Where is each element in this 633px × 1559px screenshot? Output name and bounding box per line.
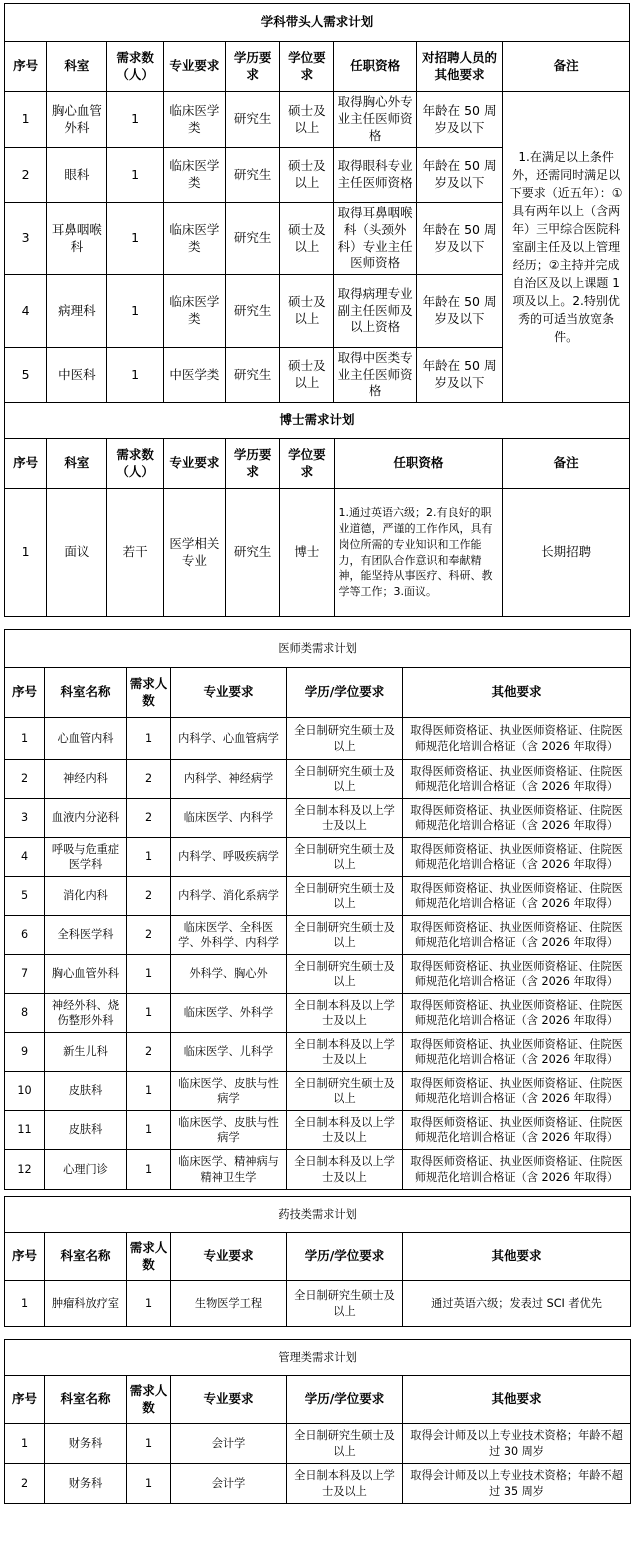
col-header: 学历/学位要求	[287, 668, 403, 718]
cell-degree: 硕士及以上	[280, 92, 334, 148]
cell-no: 10	[5, 1072, 45, 1111]
cell-dept: 肿瘤科放疗室	[45, 1281, 127, 1327]
cell-num: 2	[127, 1033, 171, 1072]
col-header: 专业要求	[163, 439, 225, 489]
cell-dept: 神经外科、烧伤整形外科	[45, 994, 127, 1033]
col-header: 需求人数	[127, 1233, 171, 1281]
cell-other: 取得医师资格证、执业医师资格证、住院医师规范化培训合格证（含 2026 年取得）	[403, 994, 631, 1033]
physicians-title: 医师类需求计划	[5, 630, 631, 668]
cell-major: 外科学、胸心外	[171, 955, 287, 994]
cell-no: 4	[5, 838, 45, 877]
cell-num: 2	[127, 877, 171, 916]
col-header: 任职资格	[334, 42, 416, 92]
physicians-header-row	[5, 668, 631, 718]
management-title: 管理类需求计划	[5, 1340, 631, 1376]
cell-num: 1	[107, 148, 163, 203]
cell-edu: 全日制研究生硕士及以上	[287, 718, 403, 760]
col-header: 学历/学位要求	[287, 1233, 403, 1281]
col-header: 备注	[503, 42, 630, 92]
col-header: 学历/学位要求	[287, 1376, 403, 1424]
cell-num: 1	[127, 1424, 171, 1464]
cell-edu: 全日制本科及以上学士及以上	[287, 1464, 403, 1504]
col-header: 专业要求	[171, 1233, 287, 1281]
cell-dept: 心理门诊	[45, 1150, 127, 1190]
cell-qual: 取得中医类专业主任医师资格	[334, 348, 416, 403]
leaders-table	[4, 3, 630, 403]
table-row	[5, 799, 631, 838]
pharmacy-tech-table	[4, 1196, 631, 1327]
table-row	[5, 1111, 631, 1150]
cell-other: 年龄在 50 周岁及以下	[416, 148, 502, 203]
cell-edu: 全日制本科及以上学士及以上	[287, 1111, 403, 1150]
cell-dept: 眼科	[47, 148, 107, 203]
cell-major: 中医学类	[163, 348, 225, 403]
cell-dept: 消化内科	[45, 877, 127, 916]
cell-no: 2	[5, 148, 47, 203]
cell-qual: 取得耳鼻咽喉科（头颈外科）专业主任医师资格	[334, 203, 416, 275]
col-header: 序号	[5, 1376, 45, 1424]
cell-num: 1	[127, 838, 171, 877]
col-header: 需求人数	[127, 1376, 171, 1424]
cell-no: 7	[5, 955, 45, 994]
cell-major: 临床医学类	[163, 92, 225, 148]
cell-other: 取得医师资格证、执业医师资格证、住院医师规范化培训合格证（含 2026 年取得）	[403, 1111, 631, 1150]
cell-other: 取得医师资格证、执业医师资格证、住院医师规范化培训合格证（含 2026 年取得）	[403, 1033, 631, 1072]
cell-num: 1	[127, 1072, 171, 1111]
pharmacy-tech-header-row	[5, 1233, 631, 1281]
cell-num: 2	[127, 799, 171, 838]
table-block-pharmacy-tech	[4, 1196, 630, 1327]
col-header: 科室名称	[45, 1376, 127, 1424]
cell-major: 临床医学、皮肤与性病学	[171, 1111, 287, 1150]
cell-other: 取得医师资格证、执业医师资格证、住院医师规范化培训合格证（含 2026 年取得）	[403, 877, 631, 916]
physicians-table	[4, 629, 631, 1190]
cell-major: 内科学、神经病学	[171, 760, 287, 799]
table-row	[5, 1424, 631, 1464]
cell-dept: 财务科	[45, 1464, 127, 1504]
cell-edu: 全日制研究生硕士及以上	[287, 1072, 403, 1111]
cell-edu: 全日制本科及以上学士及以上	[287, 994, 403, 1033]
cell-dept: 血液内分泌科	[45, 799, 127, 838]
cell-major: 临床医学、儿科学	[171, 1033, 287, 1072]
cell-other: 年龄在 50 周岁及以下	[416, 203, 502, 275]
cell-num: 1	[127, 718, 171, 760]
table-block-leaders-doctors	[4, 3, 630, 617]
management-header-row	[5, 1376, 631, 1424]
col-header: 科室名称	[45, 1233, 127, 1281]
cell-qual: 取得胸心外专业主任医师资格	[334, 92, 416, 148]
cell-other: 取得医师资格证、执业医师资格证、住院医师规范化培训合格证（含 2026 年取得）	[403, 799, 631, 838]
cell-no: 1	[5, 718, 45, 760]
col-header: 科室	[47, 42, 107, 92]
col-header: 需求数（人）	[107, 42, 163, 92]
col-header: 学位要求	[280, 439, 334, 489]
cell-other: 取得医师资格证、执业医师资格证、住院医师规范化培训合格证（含 2026 年取得）	[403, 1072, 631, 1111]
cell-no: 2	[5, 1464, 45, 1504]
col-header: 序号	[5, 668, 45, 718]
cell-dept: 病理科	[47, 275, 107, 348]
col-header: 序号	[5, 1233, 45, 1281]
cell-num: 1	[107, 275, 163, 348]
cell-other: 取得医师资格证、执业医师资格证、住院医师规范化培训合格证（含 2026 年取得）	[403, 955, 631, 994]
col-header: 其他要求	[403, 1376, 631, 1424]
cell-no: 4	[5, 275, 47, 348]
cell-edu: 研究生	[225, 348, 279, 403]
cell-major: 临床医学类	[163, 275, 225, 348]
cell-no: 12	[5, 1150, 45, 1190]
table-row	[5, 1033, 631, 1072]
cell-other: 通过英语六级；发表过 SCI 者优先	[403, 1281, 631, 1327]
col-header: 专业要求	[171, 1376, 287, 1424]
cell-other: 年龄在 50 周岁及以下	[416, 348, 502, 403]
cell-major: 临床医学类	[163, 203, 225, 275]
cell-num: 2	[127, 916, 171, 955]
cell-dept: 皮肤科	[45, 1072, 127, 1111]
col-header: 专业要求	[171, 668, 287, 718]
cell-major: 生物医学工程	[171, 1281, 287, 1327]
doctoral-table	[4, 402, 630, 617]
table-row	[5, 838, 631, 877]
cell-num: 1	[127, 994, 171, 1033]
cell-dept: 耳鼻咽喉科	[47, 203, 107, 275]
cell-no: 8	[5, 994, 45, 1033]
cell-qual: 1.通过英语六级；2.有良好的职业道德，严谨的工作作风，具有岗位所需的专业知识和工作能力，有团队合作意识和奉献精神，能坚持从事医疗、科研、教学等工作；3.面议。	[334, 489, 503, 617]
cell-no: 1	[5, 1281, 45, 1327]
col-header: 学历要求	[226, 439, 280, 489]
cell-dept: 心血管内科	[45, 718, 127, 760]
col-header: 对招聘人员的其他要求	[416, 42, 502, 92]
cell-major: 内科学、消化系病学	[171, 877, 287, 916]
table-row	[5, 1072, 631, 1111]
cell-no: 9	[5, 1033, 45, 1072]
cell-num: 1	[107, 203, 163, 275]
cell-num: 1	[107, 92, 163, 148]
pharmacy-tech-title: 药技类需求计划	[5, 1197, 631, 1233]
leaders-note: 1.在满足以上条件外，还需同时满足以下要求（近五年）：①具有两年以上（含两年）三甲综合医院科室副主任及以上管理经历；②主持并完成自治区及以上课题 1 项及以上。2.特别优秀的可适当放宽条件。	[503, 92, 630, 403]
management-table	[4, 1339, 631, 1504]
cell-num: 1	[107, 348, 163, 403]
cell-major: 临床医学、精神病与精神卫生学	[171, 1150, 287, 1190]
cell-no: 1	[5, 1424, 45, 1464]
cell-major: 临床医学、皮肤与性病学	[171, 1072, 287, 1111]
cell-edu: 全日制研究生硕士及以上	[287, 916, 403, 955]
cell-no: 6	[5, 916, 45, 955]
cell-other: 年龄在 50 周岁及以下	[416, 275, 502, 348]
cell-major: 医学相关专业	[163, 489, 225, 617]
col-header: 科室	[47, 439, 107, 489]
cell-edu: 全日制本科及以上学士及以上	[287, 799, 403, 838]
col-header: 任职资格	[334, 439, 503, 489]
col-header: 备注	[503, 439, 630, 489]
leaders-header-row	[5, 42, 630, 92]
table-block-management	[4, 1339, 630, 1504]
cell-edu: 全日制本科及以上学士及以上	[287, 1150, 403, 1190]
col-header: 专业要求	[163, 42, 225, 92]
cell-other: 取得会计师及以上专业技术资格；年龄不超过 30 周岁	[403, 1424, 631, 1464]
cell-note: 长期招聘	[503, 489, 630, 617]
cell-no: 2	[5, 760, 45, 799]
table-row	[5, 1150, 631, 1190]
cell-degree: 硕士及以上	[280, 148, 334, 203]
cell-other: 取得医师资格证、执业医师资格证、住院医师规范化培训合格证（含 2026 年取得）	[403, 760, 631, 799]
cell-degree: 硕士及以上	[280, 275, 334, 348]
cell-edu: 研究生	[225, 148, 279, 203]
doctoral-header-row	[5, 439, 630, 489]
cell-degree: 硕士及以上	[280, 203, 334, 275]
cell-dept: 皮肤科	[45, 1111, 127, 1150]
cell-edu: 全日制研究生硕士及以上	[287, 955, 403, 994]
table-row	[5, 1281, 631, 1327]
cell-degree: 博士	[280, 489, 334, 617]
cell-major: 内科学、心血管病学	[171, 718, 287, 760]
cell-qual: 取得眼科专业主任医师资格	[334, 148, 416, 203]
col-header: 其他要求	[403, 668, 631, 718]
table-row	[5, 92, 630, 148]
cell-dept: 面议	[47, 489, 107, 617]
table-row	[5, 1464, 631, 1504]
cell-degree: 硕士及以上	[280, 348, 334, 403]
cell-edu: 研究生	[226, 489, 280, 617]
cell-num: 1	[127, 1150, 171, 1190]
cell-edu: 研究生	[225, 203, 279, 275]
cell-no: 5	[5, 348, 47, 403]
leaders-title: 学科带头人需求计划	[5, 4, 630, 42]
cell-other: 年龄在 50 周岁及以下	[416, 92, 502, 148]
cell-dept: 胸心血管外科	[45, 955, 127, 994]
cell-dept: 全科医学科	[45, 916, 127, 955]
cell-dept: 呼吸与危重症医学科	[45, 838, 127, 877]
col-header: 序号	[5, 439, 47, 489]
table-row	[5, 877, 631, 916]
cell-major: 临床医学、外科学	[171, 994, 287, 1033]
cell-major: 内科学、呼吸疾病学	[171, 838, 287, 877]
cell-dept: 神经内科	[45, 760, 127, 799]
table-row	[5, 760, 631, 799]
cell-other: 取得医师资格证、执业医师资格证、住院医师规范化培训合格证（含 2026 年取得）	[403, 718, 631, 760]
cell-dept: 胸心血管外科	[47, 92, 107, 148]
cell-edu: 全日制研究生硕士及以上	[287, 760, 403, 799]
cell-edu: 全日制研究生硕士及以上	[287, 838, 403, 877]
cell-no: 11	[5, 1111, 45, 1150]
cell-no: 1	[5, 92, 47, 148]
cell-num: 1	[127, 1281, 171, 1327]
cell-edu: 全日制研究生硕士及以上	[287, 1424, 403, 1464]
cell-num: 1	[127, 1111, 171, 1150]
cell-num: 1	[127, 955, 171, 994]
cell-num: 若干	[107, 489, 163, 617]
table-row	[5, 994, 631, 1033]
cell-no: 5	[5, 877, 45, 916]
cell-edu: 全日制本科及以上学士及以上	[287, 1033, 403, 1072]
col-header: 学历要求	[225, 42, 279, 92]
cell-major: 临床医学、全科医学、外科学、内科学	[171, 916, 287, 955]
cell-dept: 新生儿科	[45, 1033, 127, 1072]
cell-dept: 财务科	[45, 1424, 127, 1464]
cell-num: 2	[127, 760, 171, 799]
cell-edu: 研究生	[225, 92, 279, 148]
cell-other: 取得医师资格证、执业医师资格证、住院医师规范化培训合格证（含 2026 年取得）	[403, 916, 631, 955]
table-row	[5, 718, 631, 760]
cell-edu: 全日制研究生硕士及以上	[287, 877, 403, 916]
cell-edu: 全日制研究生硕士及以上	[287, 1281, 403, 1327]
cell-other: 取得会计师及以上专业技术资格；年龄不超过 35 周岁	[403, 1464, 631, 1504]
table-row	[5, 916, 631, 955]
cell-no: 1	[5, 489, 47, 617]
table-row	[5, 955, 631, 994]
cell-major: 会计学	[171, 1424, 287, 1464]
col-header: 科室名称	[45, 668, 127, 718]
col-header: 其他要求	[403, 1233, 631, 1281]
col-header: 序号	[5, 42, 47, 92]
cell-major: 会计学	[171, 1464, 287, 1504]
cell-edu: 研究生	[225, 275, 279, 348]
table-row	[5, 489, 630, 617]
table-block-physicians	[4, 629, 630, 1190]
cell-no: 3	[5, 799, 45, 838]
col-header: 需求人数	[127, 668, 171, 718]
cell-major: 临床医学类	[163, 148, 225, 203]
col-header: 需求数（人）	[107, 439, 163, 489]
cell-no: 3	[5, 203, 47, 275]
cell-other: 取得医师资格证、执业医师资格证、住院医师规范化培训合格证（含 2026 年取得）	[403, 1150, 631, 1190]
cell-num: 1	[127, 1464, 171, 1504]
col-header: 学位要求	[280, 42, 334, 92]
doctoral-title: 博士需求计划	[5, 403, 630, 439]
cell-qual: 取得病理专业副主任医师及以上资格	[334, 275, 416, 348]
cell-dept: 中医科	[47, 348, 107, 403]
cell-major: 临床医学、内科学	[171, 799, 287, 838]
cell-other: 取得医师资格证、执业医师资格证、住院医师规范化培训合格证（含 2026 年取得）	[403, 838, 631, 877]
